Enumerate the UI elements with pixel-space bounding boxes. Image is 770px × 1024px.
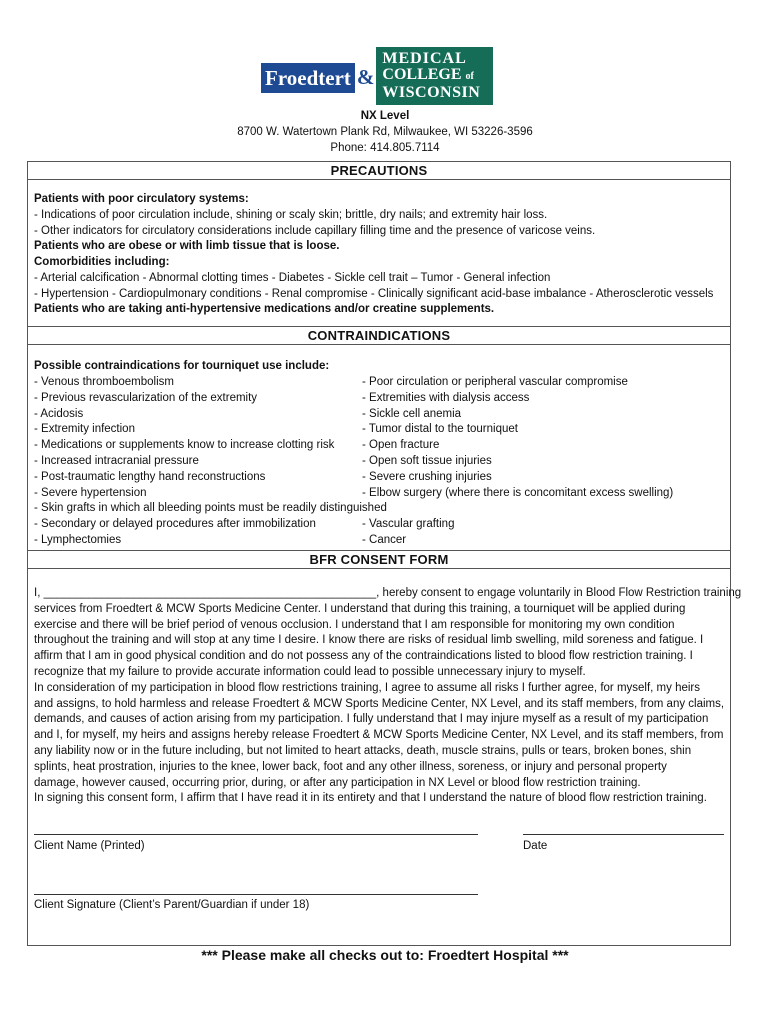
contraindication-item: - Extremities with dialysis access	[362, 392, 530, 404]
consent-title: BFR CONSENT FORM	[27, 550, 731, 569]
precautions-line: - Arterial calcification - Abnormal clotting times - Diabetes - Sickle cell trait – Tumor - General infection	[34, 272, 551, 284]
client-name-line[interactable]	[34, 834, 478, 835]
contraindication-item: - Post-traumatic lengthy hand reconstructions	[34, 471, 266, 483]
contraindication-item: - Previous revascularization of the extremity	[34, 392, 258, 404]
contraindication-item: - Sickle cell anemia	[362, 408, 462, 420]
contraindication-item: - Severe crushing injuries	[362, 471, 492, 483]
contraindications-title: CONTRAINDICATIONS	[27, 326, 731, 345]
precautions-line: - Indications of poor circulation include, shining or scaly skin; brittle, dry nails; and extremity hair loss.	[34, 209, 548, 221]
precautions-line: Patients who are taking anti-hypertensive medications and/or creatine supplements.	[34, 303, 495, 315]
client-signature-line[interactable]	[34, 894, 478, 895]
precautions-line: - Hypertension - Cardiopulmonary conditions - Renal compromise - Clinically significant acid-base imbalance - Atherosclerotic vessels	[34, 288, 714, 300]
contraindication-item: - Elbow surgery (where there is concomitant excess swelling)	[362, 487, 674, 499]
contraindication-item: - Increased intracranial pressure	[34, 455, 199, 467]
clinic-address: 8700 W. Watertown Plank Rd, Milwaukee, WI 53226-3596	[237, 126, 533, 138]
contraindication-item: - Lymphectomies	[34, 534, 122, 546]
logo-froedtert: Froedtert &	[261, 47, 376, 105]
clinic-name: NX Level	[360, 110, 410, 122]
contraindication-item: - Poor circulation or peripheral vascular compromise	[362, 376, 628, 388]
contraindication-item: - Venous thromboembolism	[34, 376, 174, 388]
contraindication-item: - Secondary or delayed procedures after immobilization	[34, 518, 316, 530]
precautions-line: Comorbidities including:	[34, 256, 170, 268]
contraindication-item: - Skin grafts in which all bleeding points must be readily distinguished	[34, 502, 387, 514]
consent-text: I, ____________________________________________________, hereby consent to engage voluntarily in Blood Flow Restriction training services from Froedtert & MCW Sports Medicine Center. I understand that during this training, a tourniquet will be applied during exercise and there will be brief period of venous occlusion. I understand that I am responsible for monitoring my own condition throughout the training and will stop at any time I desire. I know there are risks of residual limb swelling, mild soreness and fatigue. I affirm that I am in good physical condition and do not possess any of the contraindications listed to blood flow restriction training. I recognize that my failure to provide accurate information could lead to possible unnecessary injury to myself. In consideration of my participation in blood flow restrictions training, I agree to assume all risks I further agree, for myself, my heirs and assigns, to hold harmless and release Froedtert & MCW Sports Medicine Center, NX Level, and its staff members, from any claims, demands, and causes of action arising from my participation. I fully understand that I may injure myself as a result of my participation and I, for myself, my heirs and assigns hereby release Froedtert & MCW Sports Medicine Center, NX Level, and its staff members, from any liability now or in the future including, but not limited to heart attacks, death, muscle strains, pulls or tears, broken bones, shin splints, heat prostration, injuries to the knee, lower back, foot and any other illness, soreness, or injury and personal property damage, however caused, occurring prior, during, or after any participation in NX Level or blood flow restriction training. In signing this consent form, I affirm that I have read it in its entirety and that I understand the nature of blood flow restriction training.	[34, 587, 742, 805]
checks-payable-note: *** Please make all checks out to: Froedtert Hospital ***	[201, 947, 569, 963]
contraindication-item: - Severe hypertension	[34, 487, 147, 499]
client-name-label: Client Name (Printed)	[34, 840, 145, 852]
contraindication-item: - Open fracture	[362, 439, 440, 451]
clinic-phone: Phone: 414.805.7114	[330, 142, 440, 154]
date-line[interactable]	[523, 834, 724, 835]
contraindications-intro: Possible contraindications for tourniquet use include:	[34, 360, 330, 372]
client-signature-label: Client Signature (Client’s Parent/Guardian if under 18)	[34, 899, 310, 911]
precautions-line: - Other indicators for circulatory considerations include capillary filling time and the presence of varicose veins.	[34, 225, 596, 237]
precautions-line: Patients with poor circulatory systems:	[34, 193, 249, 205]
date-label: Date	[523, 840, 548, 852]
contraindication-item: - Medications or supplements know to increase clotting risk	[34, 439, 335, 451]
contraindication-item: - Cancer	[362, 534, 407, 546]
contraindication-item: - Vascular grafting	[362, 518, 455, 530]
contraindication-item: - Extremity infection	[34, 423, 135, 435]
logo-mcw: MEDICAL COLLEGE of WISCONSIN	[376, 47, 493, 105]
froedtert-mcw-logo	[261, 47, 493, 105]
contraindication-item: - Open soft tissue injuries	[362, 455, 492, 467]
precautions-title: PRECAUTIONS	[27, 161, 731, 180]
contraindication-item: - Tumor distal to the tourniquet	[362, 423, 518, 435]
precautions-line: Patients who are obese or with limb tissue that is loose.	[34, 240, 340, 252]
contraindication-item: - Acidosis	[34, 408, 84, 420]
